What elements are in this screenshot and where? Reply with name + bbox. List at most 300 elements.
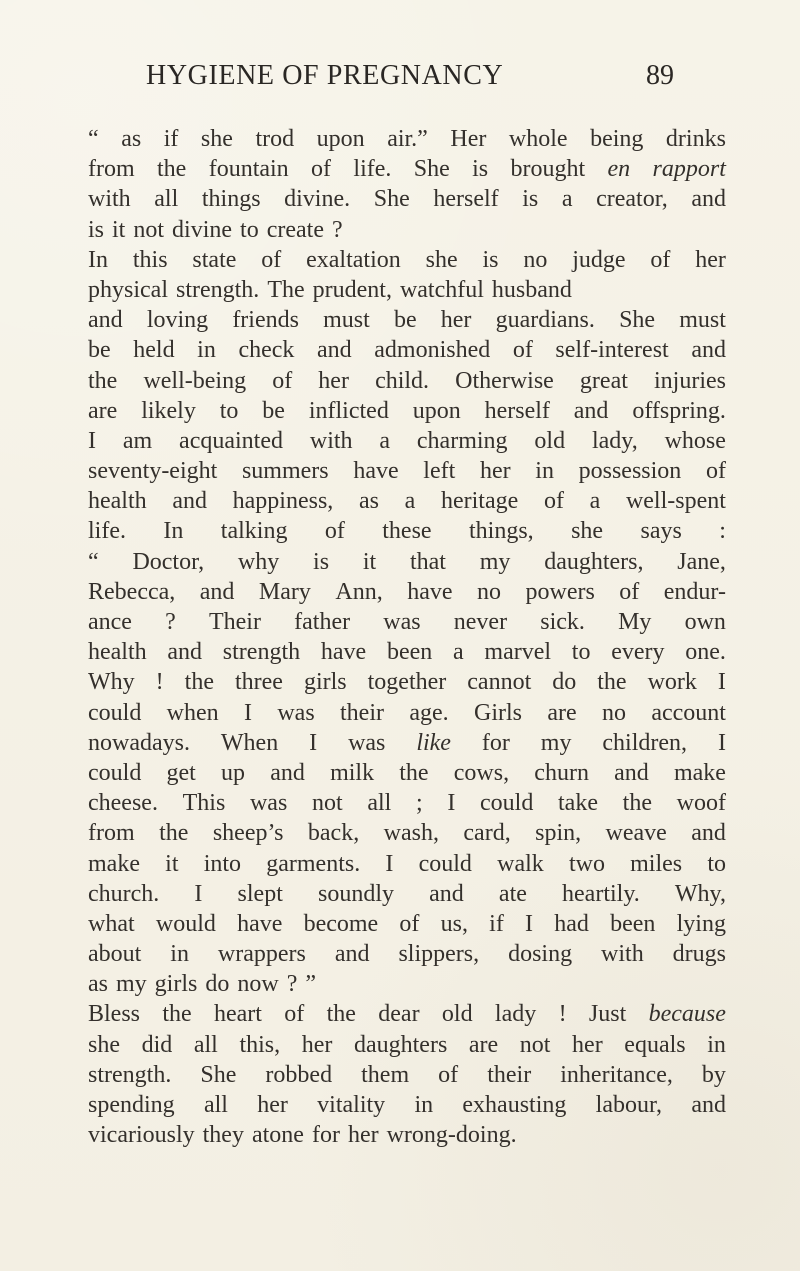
word: was — [348, 729, 386, 756]
word: I — [88, 427, 96, 454]
word: up — [221, 759, 246, 786]
word: things — [201, 186, 261, 213]
text-line — [88, 426, 726, 456]
word: seventy-eight — [88, 458, 218, 485]
word: get — [166, 759, 196, 786]
word: possession — [578, 458, 682, 485]
word: Otherwise — [455, 367, 554, 394]
word: the — [162, 1001, 192, 1028]
word: Her — [450, 126, 487, 152]
word: as — [88, 971, 108, 998]
word: my — [479, 548, 511, 575]
word: Doctor, — [132, 548, 205, 575]
word: divine. — [284, 186, 351, 213]
word: state — [192, 246, 237, 273]
word: nowadays. — [88, 729, 190, 756]
word: make — [673, 759, 726, 786]
text-line — [88, 728, 726, 758]
word: garments. — [266, 850, 361, 877]
word: She — [200, 1061, 237, 1088]
word: would — [155, 910, 216, 937]
word: in — [170, 941, 189, 968]
word: she — [88, 1031, 120, 1058]
word: ? — [165, 609, 176, 635]
word: she — [425, 246, 458, 273]
text-line — [88, 184, 726, 214]
text-line — [88, 547, 726, 577]
word: when — [166, 699, 219, 726]
word: inheritance, — [560, 1061, 673, 1088]
text-line — [88, 1090, 726, 1120]
word: no — [477, 578, 501, 605]
word: endur- — [663, 578, 726, 605]
word: in — [197, 337, 216, 364]
word: and — [691, 337, 726, 364]
word: self-interest — [555, 337, 669, 364]
word: She — [373, 186, 410, 213]
word: Ann, — [335, 578, 383, 605]
text-line — [88, 335, 726, 365]
word: prudent, — [312, 276, 392, 303]
word: marvel — [484, 639, 552, 666]
word: her — [572, 1031, 603, 1058]
word: was — [383, 609, 421, 635]
word: back, — [307, 820, 360, 847]
word: Girls — [474, 699, 522, 726]
word: and — [88, 307, 123, 334]
word: a — [561, 186, 573, 213]
text-line — [88, 1060, 726, 1090]
word: talking — [220, 518, 288, 545]
word: check — [238, 337, 295, 364]
word: do — [552, 669, 577, 696]
text-line — [88, 516, 726, 546]
word: card, — [463, 820, 511, 847]
word: divine — [172, 216, 233, 243]
word: of — [705, 458, 726, 485]
word: well-being — [143, 367, 247, 394]
word: air.” — [387, 126, 428, 152]
page-number: 89 — [646, 60, 674, 91]
word: work — [647, 669, 697, 696]
word: the — [399, 759, 429, 786]
word: the — [622, 790, 652, 817]
word: to — [571, 639, 591, 666]
word: of — [650, 246, 671, 273]
word: upon — [412, 397, 461, 424]
word: and — [573, 397, 609, 424]
word: I — [717, 669, 726, 696]
word: her — [257, 1092, 288, 1118]
word: Jane, — [677, 548, 726, 575]
word: husband — [491, 276, 572, 303]
word: the — [159, 820, 189, 847]
word: ” — [305, 971, 316, 998]
word: am — [122, 427, 153, 454]
word: happiness, — [232, 488, 334, 515]
word: She — [619, 307, 656, 334]
word: my — [116, 971, 147, 998]
word: trod — [255, 126, 295, 152]
word: I — [717, 729, 726, 756]
text-line — [88, 486, 726, 516]
word: from — [88, 820, 135, 847]
text-line — [88, 1030, 726, 1060]
word: great — [579, 367, 628, 394]
text-line — [88, 1120, 726, 1150]
word: ! — [155, 669, 164, 696]
word: life. — [88, 518, 126, 545]
word: soundly — [318, 880, 395, 907]
page-header — [146, 62, 674, 106]
word: slept — [237, 880, 283, 907]
word: have — [353, 458, 399, 485]
word: of — [324, 518, 345, 545]
text-line — [88, 607, 726, 637]
word: father — [294, 609, 351, 635]
word: her — [440, 307, 472, 334]
word: that — [409, 548, 446, 575]
word: children, — [602, 729, 688, 756]
word: and — [614, 759, 649, 786]
word: robbed — [265, 1061, 333, 1088]
word: her — [347, 1122, 379, 1149]
word: strength — [222, 639, 301, 666]
italic-word: rapport — [652, 156, 726, 183]
word: and — [691, 1092, 726, 1118]
word: likely — [141, 397, 196, 424]
word: miles — [630, 850, 683, 877]
word: This — [182, 790, 226, 817]
text-line — [88, 879, 726, 909]
word: my — [540, 729, 572, 756]
word: I — [244, 699, 252, 726]
word: herself — [433, 186, 499, 213]
word: and — [199, 578, 235, 605]
word: sheep’s — [212, 820, 284, 847]
word: every — [611, 639, 665, 666]
word: the — [184, 669, 214, 696]
italic-word: en — [607, 156, 631, 183]
word: in — [414, 1092, 434, 1118]
word: ? — [331, 216, 343, 243]
word: churn — [534, 759, 589, 786]
word: the — [597, 669, 627, 696]
word: Why, — [674, 880, 726, 907]
word: being — [590, 126, 644, 152]
word: and — [691, 820, 726, 847]
word: is — [482, 246, 499, 273]
word: had — [554, 910, 589, 937]
running-title: HYGIENE OF PREGNANCY — [146, 60, 504, 91]
word: heritage — [440, 488, 519, 515]
text-line — [88, 969, 726, 999]
word: take — [558, 790, 598, 817]
word: have — [320, 639, 367, 666]
word: they — [202, 1122, 244, 1149]
word: left — [423, 458, 456, 485]
text-line — [88, 818, 726, 848]
word: them — [361, 1061, 410, 1088]
italic-word: because — [648, 1001, 726, 1028]
word: offspring. — [632, 397, 726, 424]
text-line — [88, 154, 726, 184]
word: account — [651, 699, 726, 726]
word: slippers, — [398, 941, 480, 968]
word: of — [272, 367, 293, 394]
word: are — [88, 397, 118, 424]
text-line — [88, 275, 726, 305]
word: all — [203, 1092, 228, 1118]
word: to — [240, 216, 259, 243]
word: she — [571, 518, 604, 545]
word: creator, — [596, 186, 668, 213]
word: Just — [588, 1001, 627, 1028]
word: must — [679, 307, 726, 334]
word: no — [601, 699, 626, 726]
word: her — [318, 367, 349, 394]
word: together — [367, 669, 447, 696]
word: drinks — [665, 126, 726, 152]
word: wash, — [383, 820, 439, 847]
text-line — [88, 788, 726, 818]
word: from — [88, 156, 135, 183]
word: three — [234, 669, 283, 696]
text-line — [88, 245, 726, 275]
word: Why — [88, 669, 135, 696]
word: do — [205, 971, 230, 998]
word: The — [267, 276, 305, 303]
word: I — [194, 880, 203, 907]
word: age. — [409, 699, 449, 726]
word: daughters — [353, 1031, 448, 1058]
word: equals — [624, 1031, 686, 1058]
word: “ — [88, 548, 99, 575]
word: cannot — [467, 669, 532, 696]
word: be — [262, 397, 285, 424]
word: one. — [685, 639, 726, 666]
word: child. — [375, 367, 430, 394]
word: and — [429, 880, 464, 907]
word: charming — [416, 427, 508, 454]
word: not — [133, 216, 165, 243]
word: heartily. — [562, 880, 640, 907]
word: is — [88, 216, 105, 243]
word: about — [88, 941, 142, 968]
word: of — [284, 1001, 305, 1028]
text-line — [88, 124, 726, 154]
word: if — [163, 126, 179, 152]
word: judge — [572, 246, 626, 273]
word: and — [167, 639, 203, 666]
word: as — [121, 126, 142, 152]
word: two — [568, 850, 605, 877]
word: admonished — [374, 337, 491, 364]
word: ate — [498, 880, 527, 907]
word: When — [220, 729, 279, 756]
italic-word: like — [416, 729, 451, 756]
text-line — [88, 637, 726, 667]
word: a — [379, 427, 391, 454]
word: powers — [525, 578, 595, 605]
word: it — [112, 216, 126, 243]
word: girls — [154, 971, 198, 998]
word: wrong-doing. — [386, 1122, 517, 1149]
word: I — [385, 850, 394, 877]
word: lady — [494, 1001, 537, 1028]
word: summers — [241, 458, 329, 485]
word: have — [407, 578, 453, 605]
word: of — [438, 1061, 459, 1088]
word: and — [270, 759, 305, 786]
text-line — [88, 215, 726, 245]
word: health — [88, 639, 147, 666]
word: lying — [676, 910, 726, 937]
word: heart — [214, 1001, 262, 1028]
word: all — [367, 790, 392, 817]
word: been — [610, 910, 656, 937]
word: is — [522, 186, 539, 213]
word: ; — [415, 790, 423, 817]
word: guardians. — [495, 307, 595, 334]
word: says — [640, 518, 682, 545]
word: cows, — [453, 759, 510, 786]
text-line — [88, 366, 726, 396]
word: if — [489, 910, 504, 937]
word: daughters, — [544, 548, 644, 575]
word: must — [323, 307, 370, 334]
word: spin, — [535, 820, 582, 847]
word: all — [193, 1031, 218, 1058]
word: loving — [146, 307, 209, 334]
word: Mary — [258, 578, 311, 605]
word: vitality — [317, 1092, 386, 1118]
word: is — [313, 548, 330, 575]
word: what — [88, 910, 135, 937]
word: Their — [208, 609, 261, 635]
text-line — [88, 396, 726, 426]
word: make — [88, 850, 140, 877]
word: could — [480, 790, 534, 817]
text-line — [88, 698, 726, 728]
word: physical — [88, 276, 168, 303]
word: church. — [88, 880, 160, 907]
word: sick. — [540, 609, 585, 635]
text-line — [88, 999, 726, 1029]
word: In — [88, 246, 108, 273]
word: in — [535, 458, 554, 485]
word: life. — [353, 156, 392, 183]
word: acquainted — [179, 427, 283, 454]
word: milk — [330, 759, 375, 786]
word: did — [141, 1031, 173, 1058]
word: to — [219, 397, 239, 424]
word: whole — [508, 126, 568, 152]
word: been — [386, 639, 433, 666]
word: health — [88, 488, 147, 515]
word: it — [362, 548, 377, 575]
word: exhausting — [462, 1092, 567, 1118]
word: a — [453, 639, 464, 666]
word: could — [418, 850, 472, 877]
word: in — [707, 1031, 726, 1058]
word: fountain — [208, 156, 289, 183]
word: cheese. — [88, 790, 158, 817]
text-line — [88, 909, 726, 939]
word: walk — [497, 850, 544, 877]
word: and — [317, 337, 352, 364]
word: atone — [251, 1122, 304, 1149]
word: with — [601, 941, 644, 968]
word: ? — [286, 971, 298, 998]
word: and — [691, 186, 726, 213]
word: and — [172, 488, 207, 515]
text-line — [88, 577, 726, 607]
body-text — [88, 124, 726, 1150]
word: a — [404, 488, 416, 515]
word: ance — [88, 609, 132, 635]
word: strength. — [175, 276, 260, 303]
word: be — [393, 307, 417, 334]
word: She — [413, 156, 450, 183]
word: for — [311, 1122, 340, 1149]
word: spending — [88, 1092, 175, 1118]
word: Rebecca, — [88, 578, 176, 605]
word: inflicted — [308, 397, 389, 424]
word: by — [701, 1061, 726, 1088]
word: are — [547, 699, 577, 726]
word: old — [441, 1001, 473, 1028]
word: of — [619, 578, 640, 605]
word: these — [382, 518, 432, 545]
word: become — [303, 910, 379, 937]
text-line — [88, 939, 726, 969]
word: brought — [510, 156, 586, 183]
word: with — [88, 186, 131, 213]
word: labour, — [595, 1092, 663, 1118]
word: I — [309, 729, 318, 756]
word: well-spent — [625, 488, 726, 515]
word: their — [487, 1061, 532, 1088]
word: as — [358, 488, 379, 515]
word: a — [589, 488, 601, 515]
word: friends — [232, 307, 299, 334]
word: held — [133, 337, 175, 364]
word: she — [200, 126, 233, 152]
word: dosing — [508, 941, 573, 968]
word: not — [311, 790, 343, 817]
word: drugs — [672, 941, 726, 968]
word: could — [88, 759, 142, 786]
word: the — [326, 1001, 356, 1028]
word: lady, — [591, 427, 638, 454]
word: : — [719, 518, 726, 545]
word: strength. — [88, 1061, 172, 1088]
word: of — [543, 488, 564, 515]
word: whose — [664, 427, 726, 454]
word: for — [481, 729, 510, 756]
word: all — [154, 186, 179, 213]
word: I — [525, 910, 534, 937]
word: her — [301, 1031, 333, 1058]
word: injuries — [654, 367, 726, 394]
word: into — [203, 850, 242, 877]
word: us, — [440, 910, 468, 937]
word: I — [447, 790, 456, 817]
word: her — [695, 246, 726, 273]
word: of — [399, 910, 420, 937]
word: are — [468, 1031, 499, 1058]
